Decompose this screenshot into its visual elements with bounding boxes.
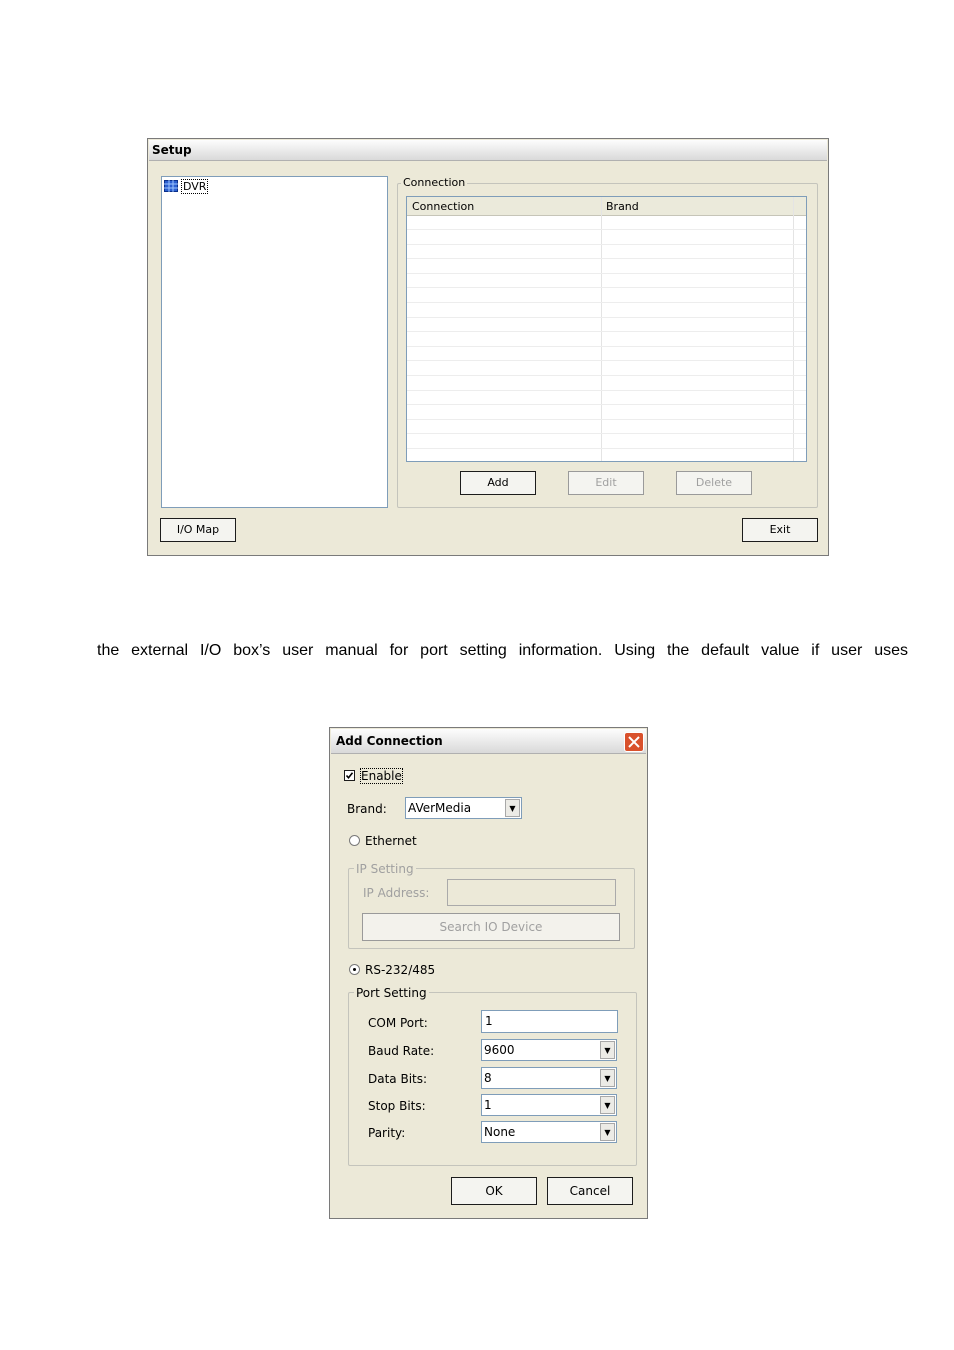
enable-label[interactable]: Enable	[361, 769, 402, 783]
column-divider[interactable]	[601, 197, 602, 462]
parity-select[interactable]	[481, 1121, 617, 1143]
table-row[interactable]	[407, 433, 806, 434]
ethernet-label[interactable]: Ethernet	[365, 834, 417, 848]
ip-address-input[interactable]	[447, 879, 616, 906]
cancel-button[interactable]: Cancel	[547, 1177, 633, 1205]
ethernet-radio[interactable]	[349, 835, 360, 846]
close-button[interactable]	[624, 732, 644, 752]
tree-item-dvr[interactable]: DVR	[183, 180, 207, 193]
table-row[interactable]	[407, 419, 806, 420]
chevron-down-icon[interactable]: ▼	[600, 1041, 615, 1059]
stop-bits-label: Stop Bits:	[368, 1099, 426, 1113]
setup-window	[147, 138, 829, 556]
table-row[interactable]	[407, 273, 806, 274]
port-setting-group-label: Port Setting	[356, 986, 427, 1000]
data-bits-select[interactable]	[481, 1067, 617, 1089]
table-row[interactable]	[407, 317, 806, 318]
io-map-button[interactable]: I/O Map	[160, 518, 236, 542]
add-connection-title: Add Connection	[331, 729, 646, 754]
dvr-icon	[164, 180, 178, 192]
ip-setting-group-label: IP Setting	[356, 862, 414, 876]
body-paragraph: the external I/O box’s user manual for port setting information. Using the default value if user uses	[97, 642, 908, 659]
add-connection-dialog	[329, 727, 648, 1219]
brand-select[interactable]	[405, 797, 522, 819]
baud-rate-select[interactable]	[481, 1039, 617, 1061]
checkmark-icon	[345, 771, 354, 780]
rs232-label[interactable]: RS-232/485	[365, 963, 436, 977]
table-row[interactable]	[407, 390, 806, 391]
radio-dot	[353, 968, 356, 971]
brand-select-value: AVerMedia	[408, 801, 472, 815]
chevron-down-icon[interactable]: ▼	[505, 799, 520, 817]
connection-group-label: Connection	[403, 176, 466, 189]
device-tree[interactable]	[161, 176, 388, 508]
stop-bits-select[interactable]	[481, 1094, 617, 1116]
table-row[interactable]	[407, 448, 806, 449]
data-bits-label: Data Bits:	[368, 1072, 428, 1086]
baud-rate-label: Baud Rate:	[368, 1044, 435, 1058]
parity-label: Parity:	[368, 1126, 406, 1140]
chevron-down-icon[interactable]: ▼	[600, 1096, 615, 1114]
table-row[interactable]	[407, 346, 806, 347]
table-row[interactable]	[407, 331, 806, 332]
column-divider[interactable]	[793, 197, 794, 462]
com-port-label: COM Port:	[368, 1016, 428, 1030]
brand-label: Brand:	[347, 802, 387, 816]
connection-list[interactable]	[406, 196, 807, 462]
add-button[interactable]: Add	[460, 471, 536, 495]
table-row[interactable]	[407, 360, 806, 361]
table-row[interactable]	[407, 229, 806, 230]
close-icon	[625, 733, 643, 751]
column-header-brand[interactable]: Brand	[606, 200, 639, 213]
column-header-connection[interactable]: Connection	[412, 200, 475, 213]
table-row[interactable]	[407, 244, 806, 245]
table-row[interactable]	[407, 258, 806, 259]
exit-button[interactable]: Exit	[742, 518, 818, 542]
enable-checkbox[interactable]	[344, 770, 355, 781]
ok-button[interactable]: OK	[451, 1177, 537, 1205]
parity-value: None	[484, 1125, 516, 1139]
rs232-radio[interactable]	[349, 964, 360, 975]
delete-button[interactable]: Delete	[676, 471, 752, 495]
chevron-down-icon[interactable]: ▼	[600, 1069, 615, 1087]
table-row[interactable]	[407, 302, 806, 303]
table-row[interactable]	[407, 287, 806, 288]
data-bits-value: 8	[484, 1071, 492, 1085]
edit-button[interactable]: Edit	[568, 471, 644, 495]
baud-rate-value: 9600	[484, 1043, 515, 1057]
com-port-input[interactable]: 1	[481, 1010, 618, 1033]
table-row[interactable]	[407, 375, 806, 376]
table-row[interactable]	[407, 404, 806, 405]
search-io-device-button[interactable]: Search IO Device	[362, 913, 620, 941]
stop-bits-value: 1	[484, 1098, 492, 1112]
ip-address-label: IP Address:	[363, 886, 430, 900]
chevron-down-icon[interactable]: ▼	[600, 1123, 615, 1141]
setup-title: Setup	[149, 140, 827, 161]
